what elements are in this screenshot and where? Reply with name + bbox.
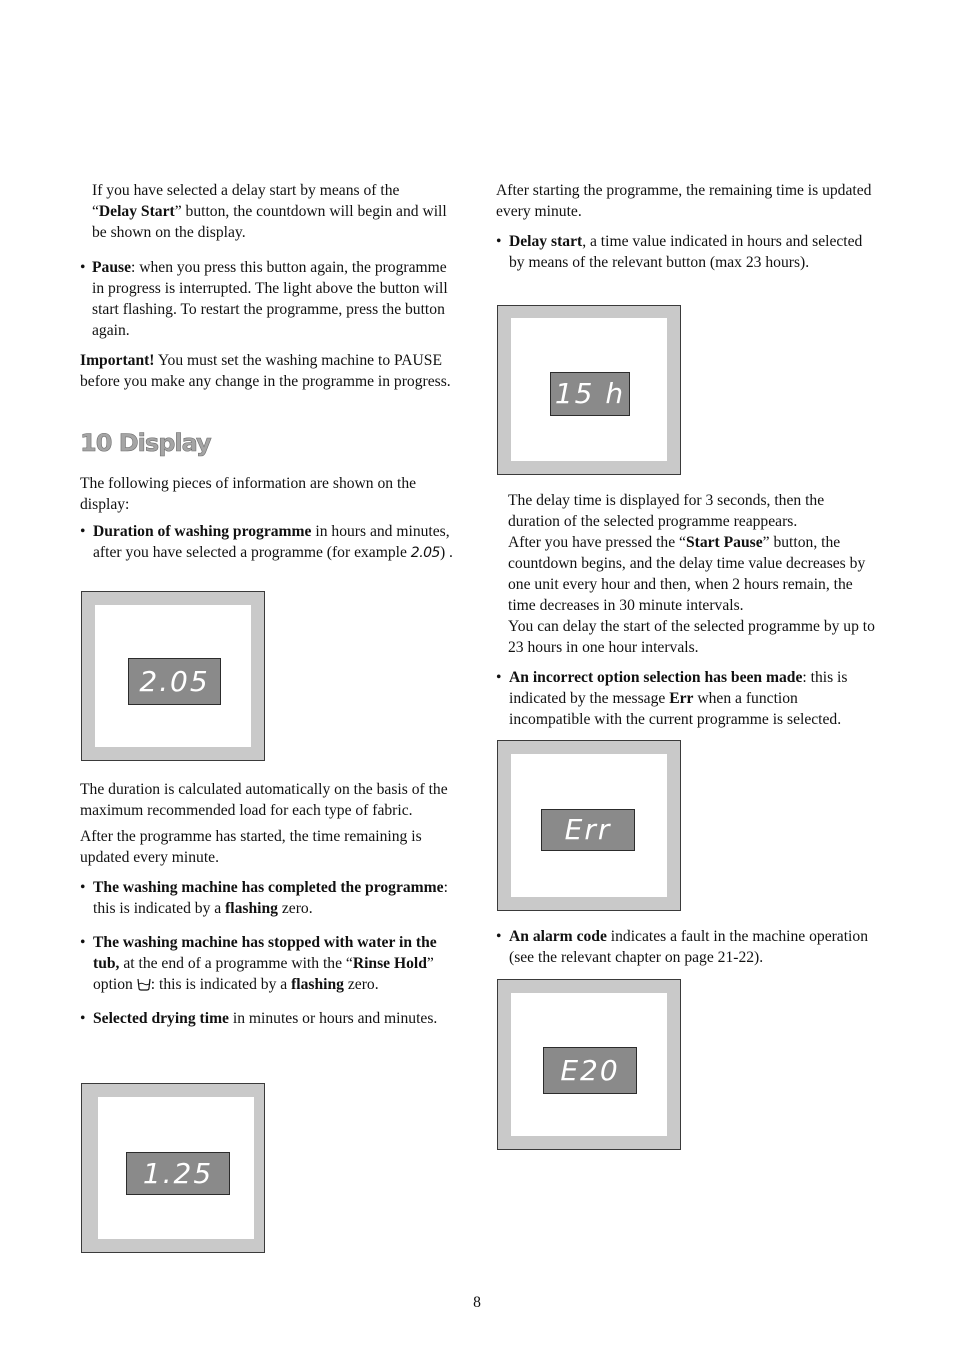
display-info-block <box>80 473 458 564</box>
pause-bullet: • Pause: when you press this button again, the programme in progress is interrupted. The light above the button will start flashing. To restart the programme, press the button again. <box>80 257 458 341</box>
calc-paragraph: The duration is calculated automatically on the basis of the maximum recommended load for each type of fabric. <box>80 781 448 819</box>
completed-bullet: • The washing machine has completed the programme: this is indicated by a flashing zero. <box>80 877 458 919</box>
lcd-readout: Err <box>541 809 635 851</box>
rinse-hold-icon <box>137 976 151 989</box>
lcd-readout: 15 h <box>550 372 630 416</box>
after-start-paragraph: After starting the programme, the remaining time is updated every minute. <box>496 182 872 220</box>
drying-bullet: • Selected drying time in minutes or hours and minutes. <box>80 1008 458 1029</box>
delay-explain-paragraph: The delay time is displayed for 3 seconds, then the duration of the selected programme reappears. After you have pressed the “Start Pause” button, the countdown begins, and the delay time value decreases by one unit every hour and then, when 2 hours remain, the time decreases in 30 minute intervals. You can delay the start of the selected programme by up to 23 hours in one hour intervals. <box>508 492 875 656</box>
lcd-readout: 2.05 <box>128 658 221 705</box>
duration-bullet: • Duration of washing programme in hours and minutes, after you have selected a programme (for example 2.05) . <box>80 521 458 564</box>
duration-details-block <box>80 779 458 1029</box>
alarm-code-bullet: • An alarm code indicates a fault in the machine operation (see the relevant chapter on page 21-22). <box>496 926 876 968</box>
right-column-middle <box>496 490 876 730</box>
page-number: 8 <box>473 1294 481 1311</box>
example-display-value: 2.05 <box>410 545 440 561</box>
info-intro: The following pieces of information are shown on the display: <box>80 475 417 513</box>
display-panel-duration <box>81 591 265 761</box>
delay-start-bullet: • Delay start, a time value indicated in hours and selected by means of the relevant button (max 23 hours). <box>496 231 876 273</box>
remaining-paragraph: After the programme has started, the time remaining is updated every minute. <box>80 828 422 866</box>
lcd-readout: 1.25 <box>126 1152 230 1195</box>
important-note: Important! You must set the washing machine to PAUSE before you make any change in the programme in progress. <box>80 352 451 390</box>
right-column-bottom <box>496 926 876 968</box>
display-panel-delay <box>497 305 681 475</box>
left-column <box>80 180 458 392</box>
section-heading: 10 Display <box>80 429 211 457</box>
incorrect-option-bullet: • An incorrect option selection has been made: this is indicated by the message Err when a function incompatible with the current programme is selected. <box>496 667 876 730</box>
display-panel-error <box>497 740 681 911</box>
display-panel-drying <box>81 1083 265 1253</box>
stopped-bullet: • The washing machine has stopped with water in the tub, at the end of a programme with the “Rinse Hold” option : this is indicated by a flashing zero. <box>80 932 458 995</box>
right-column-top <box>496 180 876 273</box>
display-panel-alarm <box>497 979 681 1150</box>
lcd-readout: E20 <box>543 1047 637 1094</box>
delay-intro-paragraph: If you have selected a delay start by means of the “Delay Start” button, the countdown will begin and will be shown on the display. <box>92 182 447 241</box>
